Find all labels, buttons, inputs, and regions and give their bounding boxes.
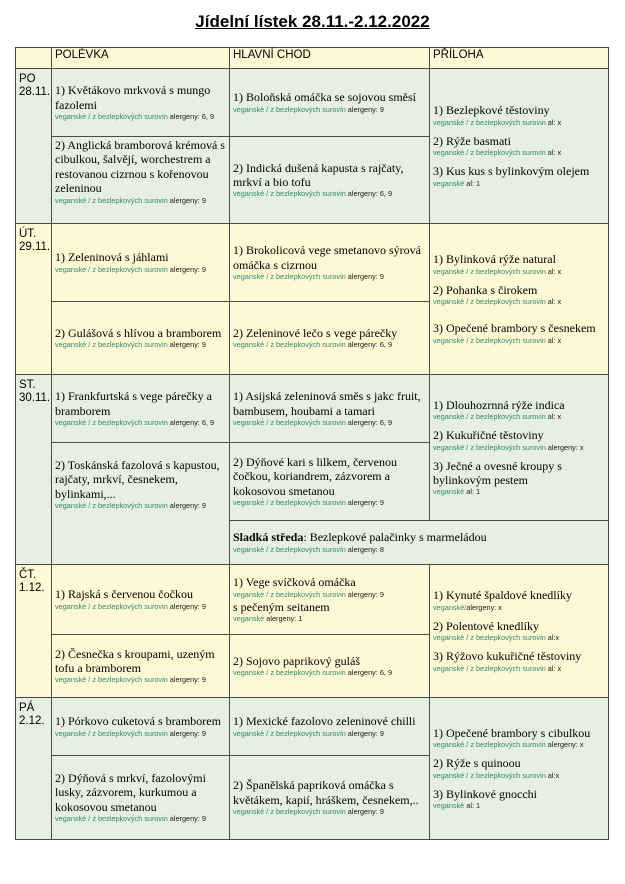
day-cell [16,375,52,565]
dish-note [233,272,426,282]
dish-note [233,189,426,199]
allergens: alergeny: x [547,442,584,452]
dish-note [55,265,226,275]
allergens: alergeny: 6, 9 [169,111,215,121]
dish-name: : Bezlepkové palačinky s marmeládou [303,530,487,545]
dish-note [433,801,605,811]
allergens: al: 1 [466,801,481,811]
allergens: al:x [547,770,560,780]
side-cell [430,698,609,840]
day-date: 28.11. [19,86,51,98]
day-date: 29.11. [19,241,51,253]
dish-name: 1) Frankfurtská s vege párečky a bramborem [55,389,212,418]
dish-note [433,267,605,277]
diet-tag: veganské / z bezlepkových surovin [433,117,546,127]
diet-tag: veganské / z bezlepkových surovin [433,412,546,422]
allergens: al: 1 [466,178,481,188]
dish-name: 2) Česnečka s kroupami, uzeným tofu a bramborem [55,646,215,675]
main-cell [230,565,430,635]
allergens: alergeny: 1 [266,613,303,623]
allergens: alergeny: 9 [169,728,206,738]
day-cell [16,565,52,698]
diet-tag: veganské / z bezlepkových surovin [433,442,546,452]
dish-name: 2) Španělská papriková omáčka s květákem, kapií, hráškem, česnekem,.. [233,778,419,807]
dish-note [233,590,426,600]
dish-name: 1) Květákovo mrkvová s mungo fazolemi [55,83,211,112]
main-cell [230,69,430,137]
dish-note [233,340,426,350]
dish-note [433,487,605,497]
allergens: alergeny: 9 [169,501,206,511]
allergens: alergeny: 6, 9 [347,668,393,678]
dish-note [433,179,605,189]
side-cell [430,565,609,698]
diet-tag: veganské / z bezlepkových surovin [233,104,346,114]
allergens: al: 1 [466,487,481,497]
side-item [433,164,605,188]
main-cell [230,635,430,698]
diet-tag: veganské / z bezlepkových surovin [55,728,168,738]
dish-name: 2) Zeleninové lečo s vege párečky [233,325,398,340]
dish-name: 2) Toskánská fazolová s kapustou, rajčaty, mrkví, česnekem, bylinkami,... [55,458,220,501]
day-name: ST. [19,379,36,391]
day-row [16,69,609,137]
main-cell [230,224,430,302]
soup-cell [52,635,230,698]
side-item [433,649,605,673]
diet-tag: veganské [433,487,465,497]
menu-table [15,47,609,840]
diet-tag: veganské / z bezlepkových surovin [55,340,168,350]
diet-tag: veganské / z bezlepkových surovin [55,675,168,685]
dish-name: 2) Rýže s quinoou [433,756,521,771]
dish-note [55,501,226,511]
sweet-cell [230,521,609,565]
allergens: alergeny: 9 [347,498,384,508]
allergens: alergeny: 9 [347,806,384,816]
diet-tag: veganské / z bezlepkových surovin [233,728,346,738]
diet-tag: veganské / z bezlepkových surovin [233,544,346,554]
side-item [433,588,605,612]
diet-tag: veganské / z bezlepkových surovin [433,633,546,643]
allergens: alergeny: 9 [347,589,384,599]
allergens: al: x [547,663,562,673]
dish-name: 1) Mexické fazolovo zeleninové chilli [233,714,416,729]
allergens: al: x [547,266,562,276]
diet-tag: veganské [233,613,265,623]
allergens: alergeny: x [466,602,502,612]
dish-name: 2) Gulášová s hlívou a bramborem [55,325,222,340]
dish-note [233,418,426,428]
side-cell [430,224,609,375]
side-cell [430,375,609,521]
diet-tag: veganské / z bezlepkových surovin [55,814,168,824]
soup-cell [52,565,230,635]
dish-note [433,633,605,643]
dish-note [233,614,426,624]
day-row [16,565,609,635]
soup-cell [52,224,230,302]
allergens: alergeny: 6, 9 [347,417,393,427]
day-row [16,698,609,756]
dish-note [433,443,605,453]
dish-name: 2) Sojovo paprikový guláš [233,653,360,668]
allergens: alergeny: 9 [347,728,384,738]
allergens: al: x [547,335,562,345]
soup-cell [52,137,230,224]
allergens: al: x [547,117,562,127]
dish-note [55,814,226,824]
day-row [16,224,609,302]
main-cell [230,137,430,224]
day-name: PÁ [19,702,35,714]
allergens: alergeny: 6, 9 [347,189,393,199]
header-main: HLAVNÍ CHOD [230,48,430,69]
allergens: alergeny: 9 [347,271,384,281]
dish-note [55,602,226,612]
dish-note [433,336,605,346]
allergens: alergeny: 9 [169,264,206,274]
day-date: 30.11. [19,392,51,404]
dish-name: 1) Pórkovo cuketová s bramborem [55,714,221,729]
diet-tag: veganské / z bezlepkových surovin [433,770,546,780]
dish-name: 1) Kynuté špaldové knedlíky [433,588,572,603]
side-item [433,103,605,127]
day-cell [16,69,52,224]
diet-tag: veganské / z bezlepkových surovin [433,740,546,750]
dish-note [433,412,605,422]
diet-tag: veganské / z bezlepkových surovin [55,111,168,121]
day-name: PO [19,73,36,85]
dish-note [433,297,605,307]
diet-tag: veganské / z bezlepkových surovin [55,417,168,427]
day-cell [16,224,52,375]
dish-name: 1) Rajská s červenou čočkou [55,587,193,602]
dish-name: 2) Polentové knedlíky [433,618,539,633]
dish-name: 1) Bylinková rýže natural [433,252,556,267]
side-item [433,459,605,498]
dish-name: 1) Bezlepkové těstoviny [433,103,550,118]
diet-tag: veganské [433,178,465,188]
dish-name: 2) Dýňová s mrkví, fazolovými lusky, zázvorem, kurkumou a kokosovou smetanou [55,770,206,814]
dish-name: 3) Rýžovo kukuřičné těstoviny [433,649,582,664]
diet-tag: veganské / z bezlepkových surovin [233,417,346,427]
dish-note [55,418,226,428]
dish-note [233,105,426,115]
diet-tag: veganské / z bezlepkových surovin [233,589,346,599]
main-cell [230,698,430,756]
soup-cell [52,756,230,840]
allergens: alergeny: 9 [169,340,206,350]
side-item [433,252,605,276]
allergens: al:x [547,633,560,643]
soup-cell [52,69,230,137]
diet-tag: veganské / z bezlepkových surovin [433,335,546,345]
dish-note [433,740,605,750]
dish-note [433,148,605,158]
side-item [433,134,605,158]
dish-name: 1) Brokolicová vege smetanovo sýrová omáčka s cizrnou [233,243,421,272]
allergens: alergeny: 9 [169,675,206,685]
side-item [433,283,605,307]
dish-name: 1) Asijská zeleninová směs s jakc fruit, bambusem, houbami a tamari [233,389,421,418]
diet-tag: veganské / z bezlepkových surovin [233,806,346,816]
dish-note [433,603,605,613]
diet-tag: veganské / z bezlepkových surovin [233,498,346,508]
side-item [433,619,605,643]
dish-name: 3) Bylinkové gnocchi [433,786,537,801]
main-cell [230,375,430,443]
diet-tag: veganské / z bezlepkových surovin [233,340,346,350]
day-name: ČT. [19,569,37,581]
allergens: al: x [547,297,562,307]
allergens: alergeny: 9 [169,814,206,824]
sweet-label: Sladká středa [233,530,304,545]
day-cell [16,698,52,840]
diet-tag: veganské / z bezlepkových surovin [55,501,168,511]
dish-name: 2) Rýže basmati [433,133,511,148]
header-side: PŘÍLOHA [430,48,609,69]
day-date: 1.12. [19,582,45,594]
soup-cell [52,302,230,375]
allergens: alergeny: 6, 9 [347,340,393,350]
dish-note [233,668,426,678]
allergens: alergeny: 8 [347,544,384,554]
allergens: alergeny: 6, 9 [169,417,215,427]
dish-name: 1) Vege svíčková omáčka [233,575,356,590]
dish-name: 1) Dlouhozrnná rýže indica [433,397,565,412]
dish-extra: s pečeným seitanem [233,599,330,614]
allergens: al: x [547,412,562,422]
diet-tag: veganské / z bezlepkových surovin [233,271,346,281]
diet-tag: veganské / z bezlepkových surovin [233,668,346,678]
diet-tag: veganské / z bezlepkových surovin [433,297,546,307]
day-name: ÚT. [19,228,37,240]
diet-tag: veganské / z bezlepkových surovin [55,195,168,205]
dish-note [55,112,226,122]
dish-name: 2) Anglická bramborová krémová s cibulkou, šalvějí, worchestrem a restovanou cizrnou s kořenovou zeleninou [55,138,225,196]
diet-tag: veganské / z bezlepkových surovin [433,266,546,276]
diet-tag: veganské / z bezlepkových surovin [433,148,546,158]
side-item [433,398,605,422]
allergens: alergeny: 9 [347,104,384,114]
side-item [433,428,605,452]
allergens: alergeny: 9 [169,195,206,205]
dish-note [55,340,226,350]
soup-cell [52,375,230,443]
dish-note [233,545,605,555]
dish-name: 1) Zeleninová s jáhlami [55,250,169,265]
soup-cell [52,698,230,756]
dish-note [55,196,226,206]
side-cell [430,69,609,224]
side-item [433,321,605,345]
side-item [433,726,605,750]
header-day [16,48,52,69]
dish-note [233,807,426,817]
diet-tag: veganské / z bezlepkových surovin [233,189,346,199]
side-item [433,787,605,811]
dish-note [233,498,426,508]
dish-note [433,118,605,128]
dish-name: 2) Kukuřičné těstoviny [433,428,544,443]
diet-tag: veganské / z bezlepkových surovin [55,264,168,274]
dish-note [233,729,426,739]
dish-name: 2) Pohanka s čirokem [433,282,538,297]
day-date: 2.12. [19,715,45,727]
dish-note [55,729,226,739]
allergens: alergeny: 9 [169,601,206,611]
soup-cell [52,443,230,565]
diet-tag: veganské / z bezlepkových surovin [55,601,168,611]
header-soup: POLÉVKA [52,48,230,69]
diet-tag: veganské / z bezlepkových surovin [433,663,546,673]
dish-note [433,771,605,781]
dish-name: 1) Opečené brambory s cibulkou [433,725,591,740]
dish-name: 3) Ječné a ovesné kroupy s bylinkovým pestem [433,458,562,487]
main-cell [230,756,430,840]
page-title: Jídelní lístek 28.11.-2.12.2022 [195,12,430,31]
main-cell [230,302,430,375]
sweet-dish [233,530,605,544]
side-item [433,756,605,780]
allergens: al: x [547,148,562,158]
day-row [16,375,609,443]
diet-tag: veganské [433,801,465,811]
dish-name: 2) Indická dušená kapusta s rajčaty, mrkví a bio tofu [233,160,404,189]
dish-name: 3) Opečené brambory s česnekem [433,321,596,336]
header-row [16,48,609,69]
allergens: alergeny: x [547,740,584,750]
dish-name: 3) Kus kus s bylinkovým olejem [433,164,590,179]
dish-name: 1) Boloňská omáčka se sojovou směsí [233,90,416,105]
dish-note [433,664,605,674]
dish-note [55,675,226,685]
diet-tag: veganské/ [433,602,467,612]
dish-name: 2) Dýňové kari s lilkem, červenou čočkou, koriandrem, zázvorem a kokosovou smetanou [233,454,397,498]
main-cell [230,443,430,521]
